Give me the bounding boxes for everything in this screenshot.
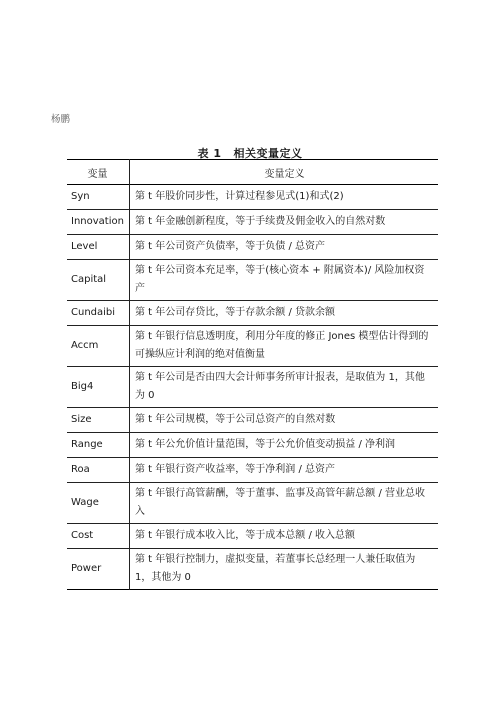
table-row <box>67 210 438 235</box>
variable-definitions-table <box>67 159 438 590</box>
variable-definition: 第 t 年银行高管薪酬，等于董事、监事及高管年薪总额 / 营业总收入 <box>135 488 426 517</box>
variable-name: Capital <box>67 260 130 301</box>
variable-name: Cost <box>67 524 130 549</box>
variable-name: Power <box>67 549 130 590</box>
table-row <box>67 549 438 590</box>
table-row <box>67 235 438 260</box>
variable-definition: 第 t 年公允价值计量范围，等于公允价值变动损益 / 净利润 <box>135 439 396 450</box>
variable-definition: 第 t 年银行控制力，虚拟变量，若董事长总经理一人兼任取值为 1，其他为 0 <box>135 554 416 583</box>
header-variable: 变量 <box>67 160 130 185</box>
table-number: 表 1 <box>197 147 222 160</box>
variable-name: Accm <box>67 326 130 367</box>
variable-definition: 第 t 年股价同步性，计算过程参见式(1)和式(2) <box>135 191 344 202</box>
variable-name: Level <box>67 235 130 260</box>
author-name: 杨鹏 <box>51 114 71 125</box>
variable-name: Roa <box>67 458 130 483</box>
variable-definition: 第 t 年公司规模，等于公司总资产的自然对数 <box>135 414 336 425</box>
table-row <box>67 458 438 483</box>
variable-name: Syn <box>67 185 130 210</box>
table-row <box>67 524 438 549</box>
variable-name: Cundaibi <box>67 301 130 326</box>
variable-definition: 第 t 年公司资本充足率，等于(核心资本 + 附属资本)/ 风险加权资产 <box>135 265 425 294</box>
variable-definition: 第 t 年公司资产负债率，等于负债 / 总资产 <box>135 241 326 252</box>
variable-definition: 第 t 年银行成本收入比，等于成本总额 / 收入总额 <box>135 530 356 541</box>
table-row <box>67 260 438 301</box>
header-definition: 变量定义 <box>264 168 305 180</box>
variable-name: Innovation <box>67 210 130 235</box>
variable-definition: 第 t 年公司存贷比，等于存款余额 / 贷款余额 <box>135 307 336 318</box>
table-row <box>67 367 438 408</box>
variable-definition: 第 t 年公司是否由四大会计师事务所审计报表，是取值为 1，其他为 0 <box>135 372 425 401</box>
variable-name: Big4 <box>67 367 130 408</box>
table-row <box>67 185 438 210</box>
table-row <box>67 433 438 458</box>
table-row <box>67 483 438 524</box>
variable-definition: 第 t 年金融创新程度，等于手续费及佣金收入的自然对数 <box>135 216 386 227</box>
table-row <box>67 408 438 433</box>
variable-definition: 第 t 年银行资产收益率，等于净利润 / 总资产 <box>135 464 336 475</box>
variable-name: Wage <box>67 483 130 524</box>
table-header-row <box>67 160 438 185</box>
table-title: 相关变量定义 <box>233 147 303 160</box>
table-row <box>67 301 438 326</box>
table-row <box>67 326 438 367</box>
variable-definition: 第 t 年银行信息透明度，利用分年度的修正 Jones 模型估计得到的可操纵应计利润的绝对值衡量 <box>135 331 429 360</box>
variable-name: Range <box>67 433 130 458</box>
variable-name: Size <box>67 408 130 433</box>
